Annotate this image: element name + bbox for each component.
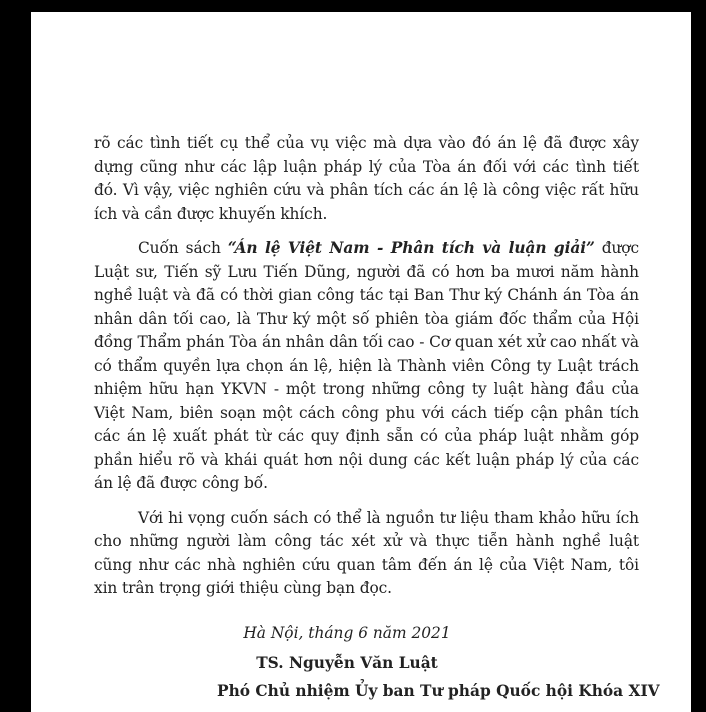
paragraph-2 [94,237,639,496]
signature-name: TS. Nguyễn Văn Luật [256,654,438,672]
signature-place-date: Hà Nội, tháng 6 năm 2021 [243,624,451,642]
signature-role: Phó Chủ nhiệm Ủy ban Tư pháp Quốc hội Khóa XIV [217,682,660,700]
paragraph-1: rõ các tình tiết cụ thể của vụ việc mà dựa vào đó án lệ đã được xây dựng cũng như các lập luận pháp lý của Tòa án đối với các tình tiết đó. Vì vậy, việc nghiên cứu và phân tích các án lệ là công việc rất hữu ích và cần được khuyến khích. [94,134,639,223]
paragraph-2-rest: được Luật sư, Tiến sỹ Lưu Tiến Dũng, người đã có hơn ba mươi năm hành nghề luật và đã có thời gian công tác tại Ban Thư ký Chánh án Tòa án nhân dân tối cao, là Thư ký một số phiên tòa giám đốc thẩm của Hội đồng Thẩm phán Tòa án nhân dân tối cao - Cơ quan xét xử cao nhất và có thẩm quyền lựa chọn án lệ, hiện là Thành viên Công ty Luật trách nhiệm hữu hạn YKVN - một trong những công ty luật hàng đầu của Việt Nam, biên soạn một cách công phu với cách tiếp cận phân tích các án lệ xuất phát từ các quy định sẵn có của pháp luật nhằm góp phần hiểu rõ và khái quát hơn nội dung các kết luận pháp lý của các án lệ đã được công bố. [94,239,639,492]
paragraph-3: Với hi vọng cuốn sách có thể là nguồn tư liệu tham khảo hữu ích cho những người làm công tác xét xử và thực tiễn hành nghề luật cũng như các nhà nghiên cứu quan tâm đến án lệ của Việt Nam, tôi xin trân trọng giới thiệu cùng bạn đọc. [94,508,639,597]
document-page [31,12,691,712]
book-title: “Án lệ Việt Nam - Phân tích và luận giải” [227,239,595,257]
document-body [94,132,639,612]
paragraph-2-start: Cuốn sách [138,239,228,257]
